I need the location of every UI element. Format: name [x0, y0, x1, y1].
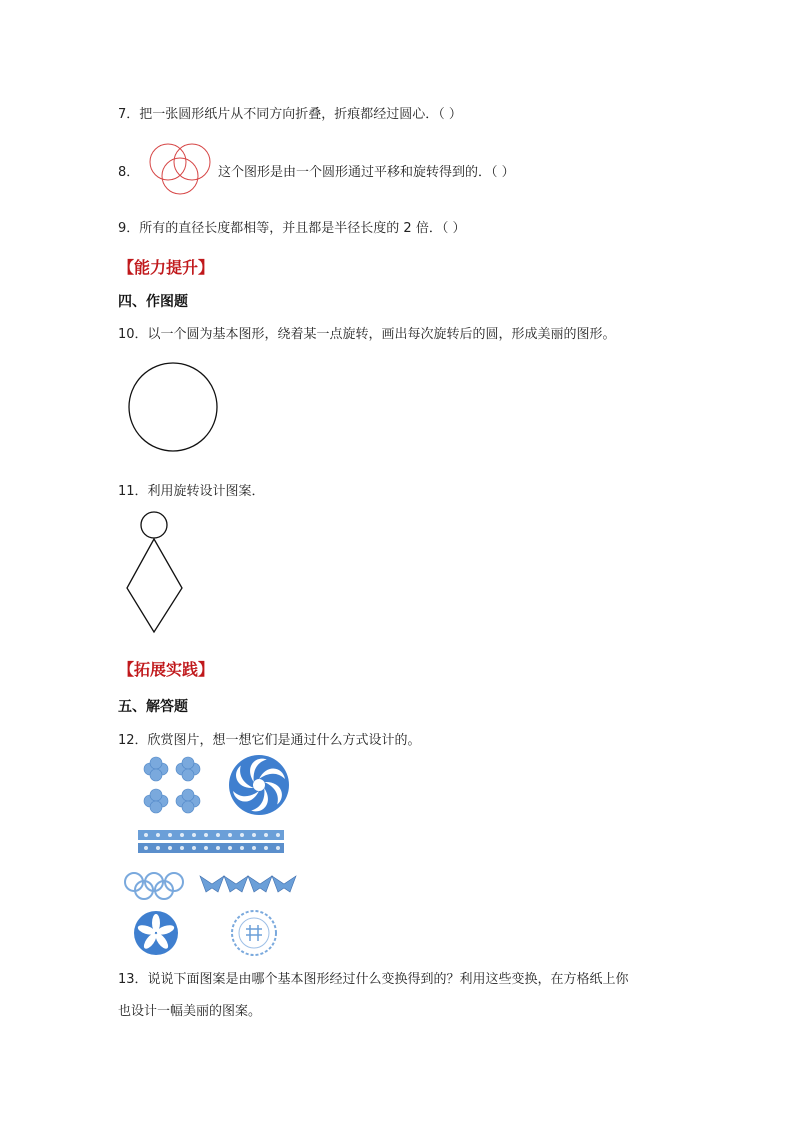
decorative-seal-image	[232, 911, 276, 955]
section-expand-heading: 【拓展实践】	[118, 660, 215, 679]
question-10	[118, 323, 616, 342]
section-ability-heading: 【能力提升】	[118, 258, 215, 277]
question-number: 10．	[118, 327, 148, 342]
clover-pattern-image	[144, 757, 200, 813]
question-8-text: 这个图形是由一个圆形通过平移和旋转得到的．（ ）	[218, 165, 515, 180]
swirl-pattern-image	[229, 754, 289, 816]
question-12	[118, 729, 421, 748]
question-9	[118, 217, 465, 236]
question-7	[118, 103, 462, 122]
question-13-line-1	[118, 968, 629, 987]
question-text: 把一张圆形纸片从不同方向折叠，折痕都经过圆心．（ ）	[139, 107, 462, 122]
question-13-line-2: 也设计一幅美丽的图案。	[118, 1004, 262, 1019]
border-strip-image	[138, 830, 284, 853]
question-text: 所有的直径长度都相等，并且都是半径长度的 2 倍．（ ）	[139, 221, 466, 236]
question-number: 9．	[118, 221, 140, 236]
swallows-pattern-image	[200, 876, 296, 892]
question-number: 12．	[118, 733, 148, 748]
part-5-heading: 五、解答题	[118, 699, 188, 715]
bauhinia-emblem-image	[134, 911, 178, 955]
question-text: 欣赏图片，想一想它们是通过什么方式设计的。	[147, 733, 421, 748]
question-number: 8．	[118, 165, 140, 180]
base-circle-figure	[126, 362, 222, 456]
question-number: 11．	[118, 484, 148, 499]
part-4-heading: 四、作图题	[118, 294, 188, 310]
circle-and-rhombus-figure	[124, 508, 188, 636]
question-text: 以一个圆为基本图形，绕着某一点旋转，画出每次旋转后的圆，形成美丽的图形。	[147, 327, 616, 342]
three-overlapping-circles-figure	[142, 140, 218, 198]
question-11	[118, 480, 265, 499]
question-text: 利用旋转设计图案．	[147, 484, 265, 499]
question-text: 说说下面图案是由哪个基本图形经过什么变换得到的？利用这些变换，在方格纸上你	[147, 972, 629, 987]
design-examples-collage	[120, 752, 310, 958]
question-8-number	[118, 161, 139, 180]
olympic-rings-image	[125, 873, 183, 899]
question-number: 13．	[118, 972, 148, 987]
question-number: 7．	[118, 107, 140, 122]
